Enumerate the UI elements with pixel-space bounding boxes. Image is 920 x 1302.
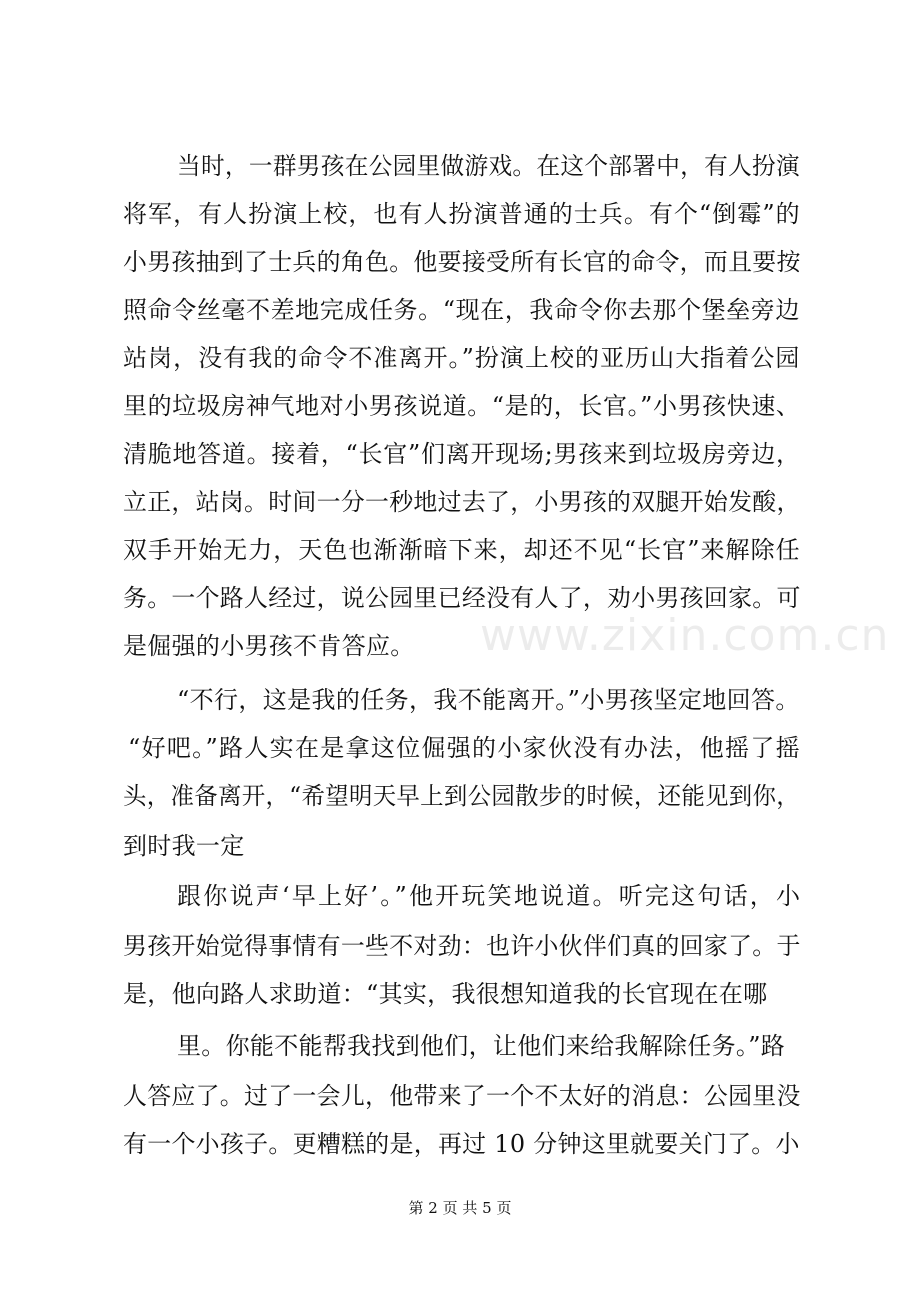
watermark: www.zixin.com.cn	[480, 610, 890, 661]
text-line: 立正，站岗。时间一分一秒地过去了，小男孩的双腿开始发酸，	[123, 488, 801, 516]
text-line: 人答应了。过了一会儿，他带来了一个不太好的消息：公园里没	[123, 1082, 801, 1110]
text-line: 是倔强的小男孩不肯答应。	[123, 632, 415, 660]
text-line: 当时，一群男孩在公园里做游戏。在这个部署中，有人扮演	[177, 152, 800, 180]
text-line: 里。你能不能帮我找到他们，让他们来给我解除任务。”路	[177, 1032, 786, 1060]
text-line: 站岗，没有我的命令不准离开。”扮演上校的亚历山大指着公园	[123, 344, 801, 372]
text-line: 是，他向路人求助道：“其实，我很想知道我的长官现在在哪	[123, 980, 768, 1008]
text-line: 有一个小孩子。更糟糕的是，再过 10 分钟这里就要关门了。小	[123, 1130, 800, 1158]
text-line: 男孩开始觉得事情有一些不对劲：也许小伙伴们真的回家了。于	[123, 932, 801, 960]
text-line: 里的垃圾房神气地对小男孩说道。“是的，长官。”小男孩快速、	[123, 392, 801, 420]
page-footer: 第 2 页 共 5 页	[408, 1199, 512, 1217]
text-line: 小男孩抽到了士兵的角色。他要接受所有长官的命令，而且要按	[123, 248, 801, 276]
text-line: “好吧。”路人实在是拿这位倔强的小家伙没有办法，他摇了摇	[128, 734, 801, 762]
text-line: 到时我一定	[123, 832, 245, 860]
text-line: 跟你说声‘早上好’。”他开玩笑地说道。听完这句话，小	[177, 882, 803, 910]
text-line: 双手开始无力，天色也渐渐暗下来，却还不见“长官”来解除任	[123, 536, 801, 564]
text-line: “不行，这是我的任务，我不能离开。”小男孩坚定地回答。	[177, 686, 800, 714]
text-line: 头，准备离开，“希望明天早上到公园散步的时候，还能见到你，	[123, 782, 801, 810]
text-line: 清脆地答道。接着，“长官”们离开现场;男孩来到垃圾房旁边，	[123, 440, 801, 468]
text-line: 务。一个路人经过，说公园里已经没有人了，劝小男孩回家。可	[123, 584, 801, 612]
text-line: 照命令丝毫不差地完成任务。“现在，我命令你去那个堡垒旁边	[123, 296, 800, 324]
text-line: 将军，有人扮演上校，也有人扮演普通的士兵。有个“倒霉”的	[123, 200, 801, 228]
